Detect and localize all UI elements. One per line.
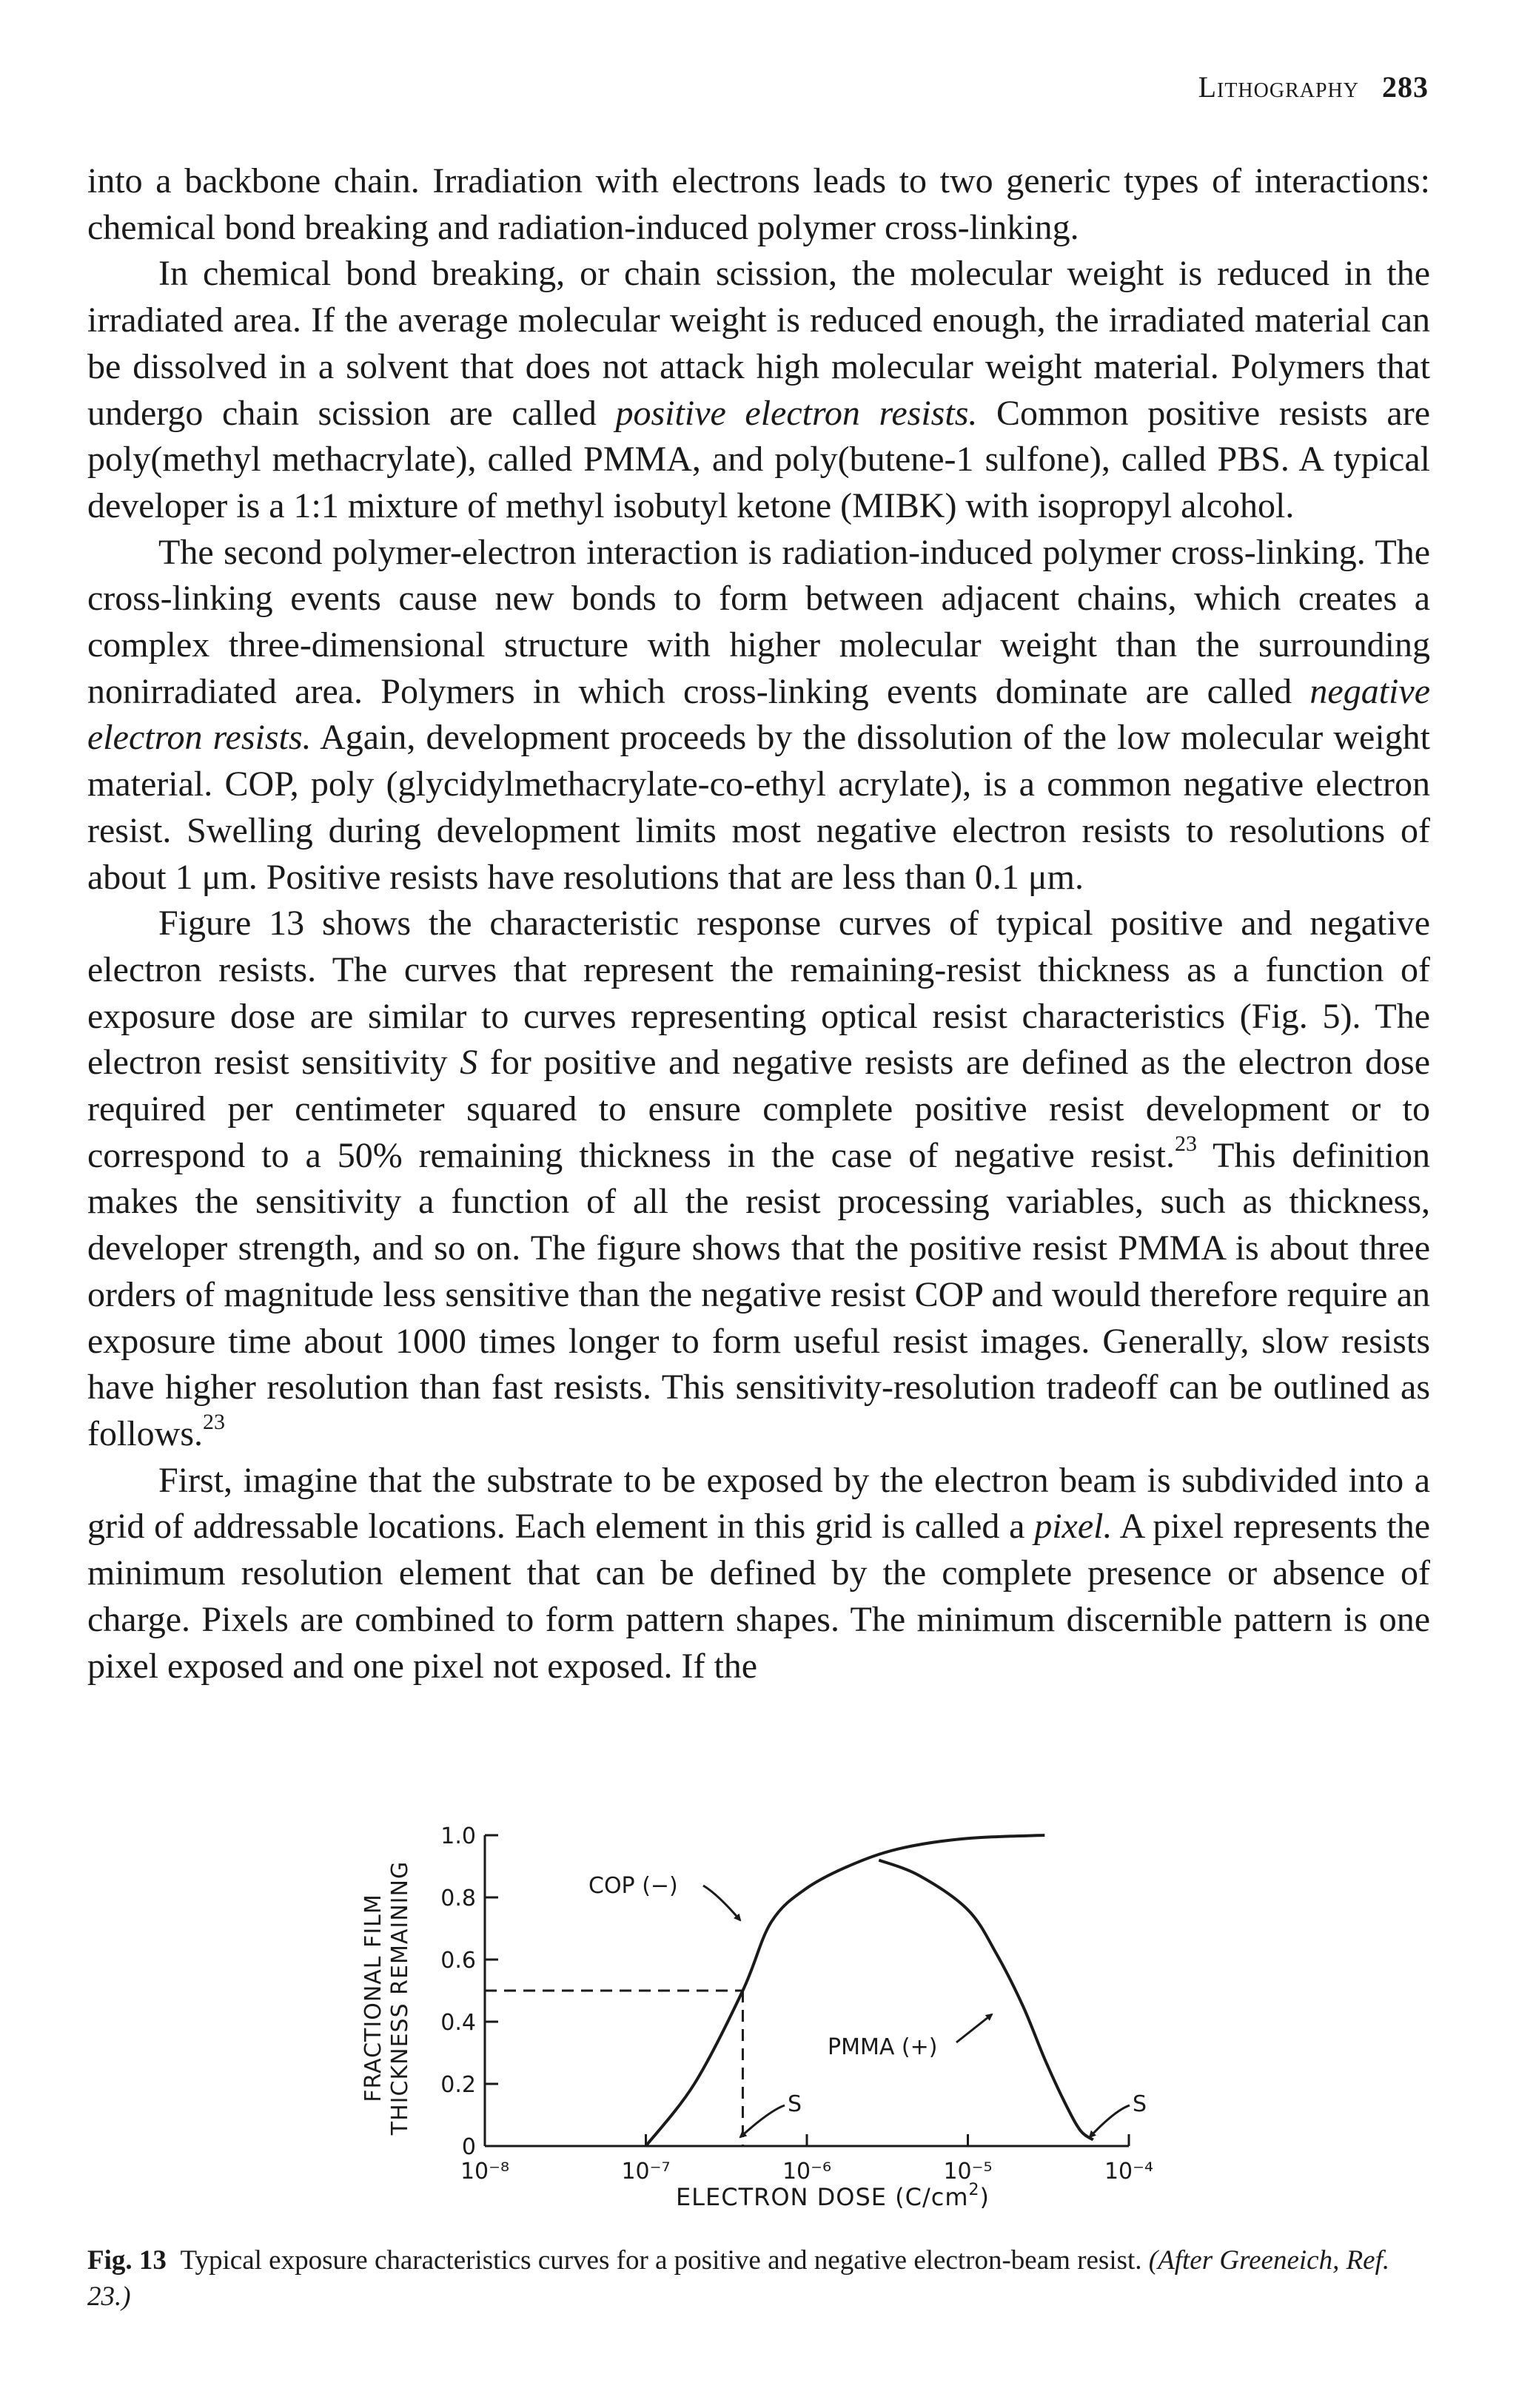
reference-superscript: 23 (203, 1409, 225, 1434)
pmma-arrow (956, 2014, 992, 2042)
y-axis-title-line1: FRACTIONAL FILM (360, 1894, 386, 2102)
x-tick-label: 10⁻⁶ (782, 2159, 832, 2185)
figure-caption (87, 2242, 1430, 2315)
s-arrow-cop (740, 2105, 785, 2137)
y-tick-label: 0.4 (440, 2010, 476, 2036)
paragraph-4-text-b: for positive and negative resists are defined as the electron dose required per centimeter squared to ensure complete positive resist development or to correspond to a 50% remaining thickness in the case of negative resist. (87, 1043, 1431, 1175)
paragraph-5 (87, 1458, 1430, 1690)
paragraph-4-text-a: Figure 13 shows the characteristic response curves of typical positive and negative electron resists. The curves that represent the remaining-resist thickness as a function of exposure dose are similar to curves representing optical resist characteristics (Fig. 5). The electron resist sensitivity (87, 904, 1430, 1083)
paragraph-1: into a backbone chain. Irradiation with electrons leads to two generic types of interactions: chemical bond breaking and radiation-induced polymer cross-linking. (87, 161, 1430, 247)
s-label-pmma: S (1133, 2091, 1147, 2117)
term-negative-resists: negative electron resists. (87, 671, 1430, 758)
figure-13 (355, 1806, 1199, 2220)
x-axis-title-end: ) (979, 2183, 990, 2211)
x-tick-label: 10⁻⁴ (1104, 2159, 1154, 2185)
y-tick-label: 0.6 (440, 1948, 476, 1974)
y-tick-label: 0.8 (440, 1886, 476, 1911)
x-axis-title-text: ELECTRON DOSE (C/cm (675, 2183, 969, 2211)
caption-label: Fig. 13 (87, 2245, 167, 2276)
caption-credit: (After Greeneich, Ref. 23.) (87, 2245, 1390, 2312)
paragraph-5-text-b: A pixel represents the minimum resolution element that can be defined by the complete presence or absence of charge. Pixels are combined to form pattern shapes. The minimum discernible pattern is one pixel exposed and one pixel not exposed. If the (87, 1507, 1431, 1686)
paragraph-2 (87, 251, 1430, 529)
term-positive-resists: positive electron resists. (615, 393, 978, 433)
caption-text: Typical exposure characteristics curves for a positive and negative electron-beam resist. (173, 2245, 1149, 2276)
running-head (1198, 70, 1429, 104)
y-tick-label: 1.0 (440, 1823, 476, 1849)
paragraph-3-text-b: Again, development proceeds by the dissolution of the low molecular weight material. COP, poly (glycidylmethacrylate-co-ethyl acrylate), is a common negative electron resist. Swelling during development limits most negative electron resists to resolutions of about 1 μm. Positive resists have resolutions that are less than 0.1 μm. (87, 718, 1430, 897)
s-arrow-pmma (1090, 2105, 1130, 2137)
page-number: 283 (1382, 70, 1429, 104)
x-axis-title-sup: 2 (968, 2181, 980, 2199)
paragraph-2-text-b: Common positive resists are poly(methyl methacrylate), called PMMA, and poly(butene-1 sulfone), called PBS. A typical developer is a 1:1 mixture of methyl isobutyl ketone (MIBK) with isopropyl alcohol. (87, 393, 1430, 525)
pmma-label: PMMA (+) (828, 2034, 938, 2060)
paragraph-2-text-a: In chemical bond breaking, or chain scission, the molecular weight is reduced in the irradiated area. If the average molecular weight is reduced enough, the irradiated material can be dissolved in a solvent that does not attack high molecular weight material. Polymers that undergo chain scission are called (87, 254, 1430, 433)
exposure-chart (355, 1806, 1199, 2220)
cop-arrow (703, 1886, 740, 1920)
y-tick-label: 0 (461, 2134, 476, 2160)
symbol-s: S (460, 1043, 478, 1083)
paragraph-4 (87, 901, 1430, 1457)
paragraph-3 (87, 530, 1430, 901)
x-tick-label: 10⁻⁷ (621, 2159, 671, 2185)
y-tick-label: 0.2 (440, 2072, 476, 2098)
body-text (87, 158, 1430, 1689)
plot-layer (440, 1823, 1153, 2185)
s-label-cop: S (788, 2091, 802, 2117)
x-axis-title (676, 2181, 990, 2211)
term-pixel: pixel. (1034, 1507, 1113, 1547)
paragraph-5-text-a: First, imagine that the substrate to be exposed by the electron beam is subdivided into a grid of addressable locations. Each element in this grid is called a (87, 1460, 1430, 1547)
x-tick-label: 10⁻⁸ (460, 2159, 510, 2185)
series-pmma-line (879, 1860, 1093, 2140)
paragraph-4-text-c: This definition makes the sensitivity a function of all the resist processing variables, such as thickness, developer strength, and so on. The figure shows that the positive resist PMMA is about three orders of magnitude less sensitive than the negative resist COP and would therefore require an exposure time about 1000 times longer to form useful resist images. Generally, slow resists have higher resolution than fast resists. This sensitivity-resolution tradeoff can be outlined as follows. (87, 1135, 1430, 1453)
x-tick-label: 10⁻⁵ (943, 2159, 993, 2185)
reference-superscript: 23 (1175, 1131, 1197, 1156)
cop-label: COP (−) (588, 1873, 678, 1899)
y-axis-title-line2: THICKNESS REMAINING (387, 1860, 413, 2136)
paragraph-3-text-a: The second polymer-electron interaction is radiation-induced polymer cross-linking. The cross-linking events cause new bonds to form between adjacent chains, which creates a complex three-dimensional structure with higher molecular weight than the surrounding nonirradiated area. Polymers in which cross-linking events dominate are called (87, 532, 1430, 711)
section-title: Lithography (1198, 70, 1359, 104)
